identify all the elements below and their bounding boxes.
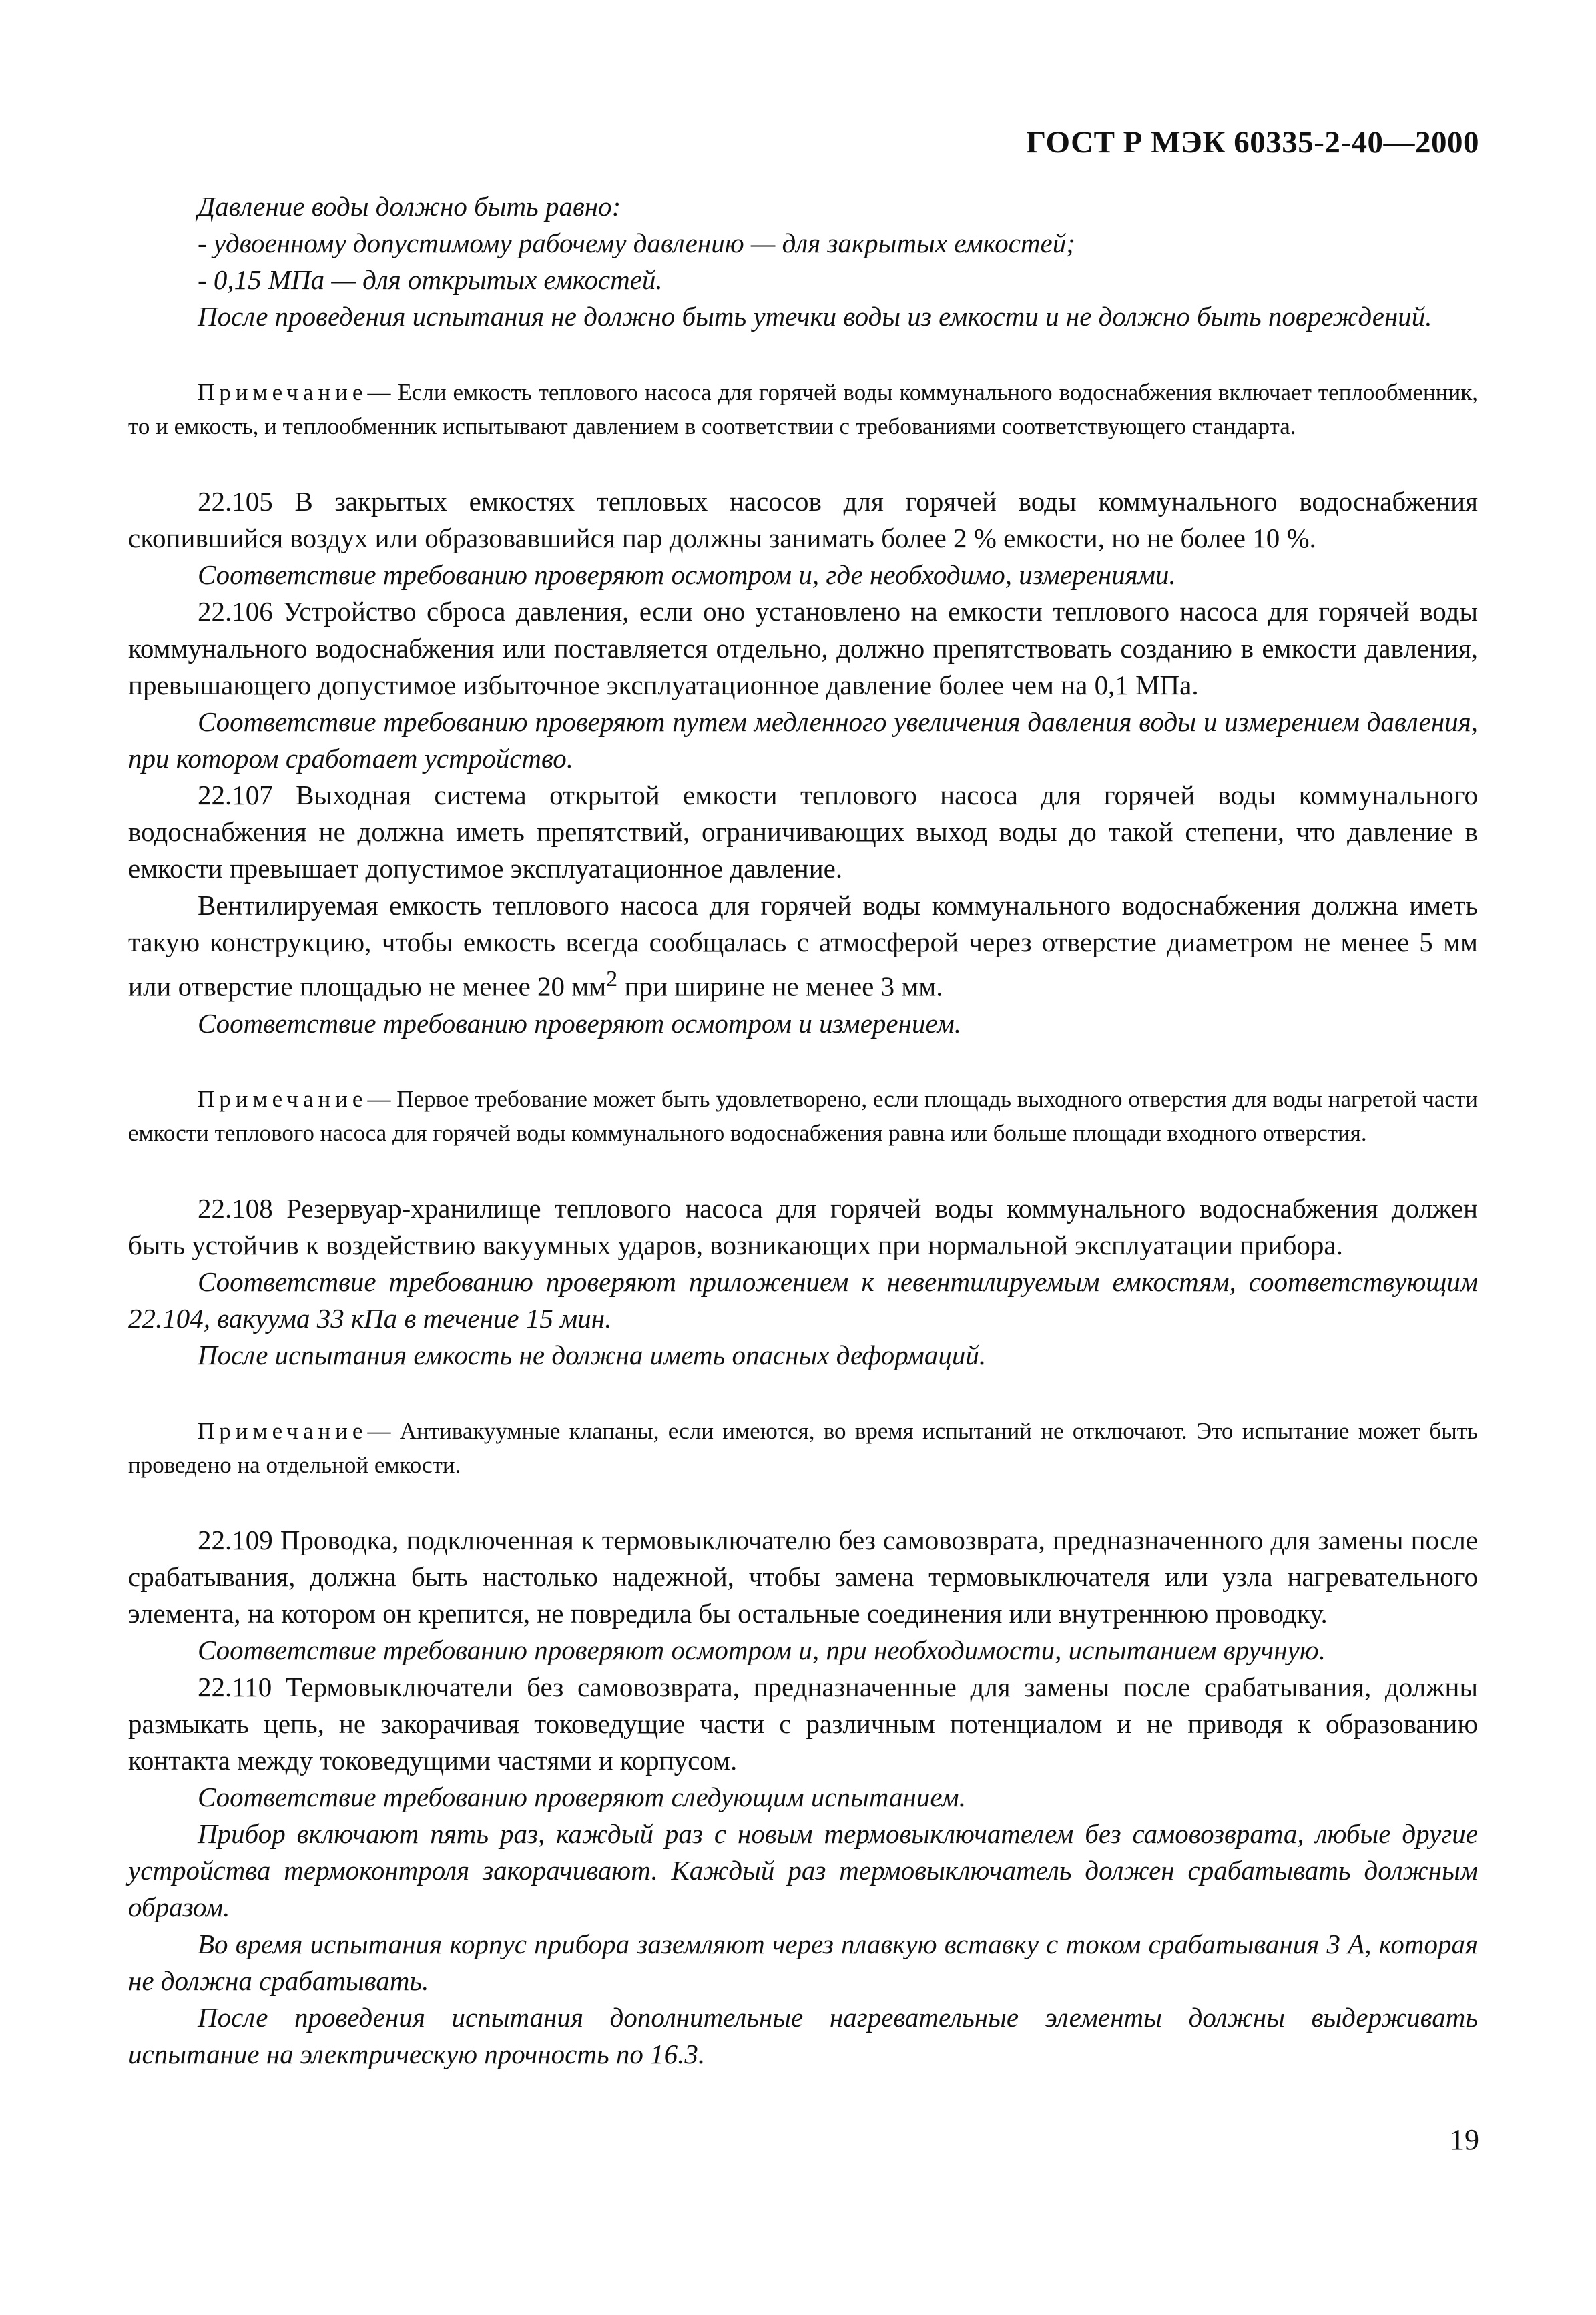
paragraph-water-pressure-intro: Давление воды должно быть равно: (198, 191, 621, 222)
paragraph-vented-tank (128, 887, 1478, 1005)
clause-22-106: 22.106 Устройство сброса давления, если оно установлено на емкости теплового насоса для горячей воды коммунального водоснабжения или поставляется отдельно, должно препятствовать созданию в емкости давления, превышающего допустимое избыточное эксплуатационное давление более чем на 0,1 МПа. (128, 596, 1478, 700)
compliance-22-106: Соответствие требованию проверяют путем медленного увеличения давления воды и измерением давления, при котором сработает устройство. (128, 706, 1478, 774)
note-text: — Если емкость теплового насоса для горячей воды коммунального водоснабжения включает теплообменник, то и емкость, и теплообменник испытывают давлением в соответствии с требованиями соответствующего стандарта. (128, 379, 1478, 439)
paragraph-five-switch-test: Прибор включают пять раз, каждый раз с новым термовыключателем без самовозврата, любые другие устройства термоконтроля закорачивают. Каждый раз термовыключатель должен срабатывать должным образом. (128, 1818, 1478, 1922)
vented-tank-text-end: при ширине не менее 3 мм. (617, 971, 943, 1002)
list-item-open-tanks: - 0,15 МПа — для открытых емкостей. (198, 264, 663, 295)
superscript-square: 2 (606, 967, 618, 991)
note-text: — Антивакуумные клапаны, если имеются, во время испытаний не отключают. Это испытание может быть проведено на отдельной емкости. (128, 1417, 1478, 1478)
paragraph-earthing-fuse: Во время испытания корпус прибора заземляют через плавкую вставку с током срабатывания 3 А, которая не должна срабатывать. (128, 1928, 1478, 1996)
page-number: 19 (1450, 2123, 1479, 2156)
paragraph-no-leak: После проведения испытания не должно быть утечки воды из емкости и не должно быть повреждений. (198, 301, 1432, 332)
vented-tank-text: Вентилируемая емкость теплового насоса для горячей воды коммунального водоснабжения должна иметь такую конструкцию, чтобы емкость всегда сообщалась с атмосферой через отверстие диаметром не менее 5 мм или отверстие площадью не менее 20 мм (128, 890, 1478, 1002)
note-outlet-area (128, 1082, 1478, 1150)
clause-22-109: 22.109 Проводка, подключенная к термовыключателю без самовозврата, предназначенного для замены после срабатывания, должна быть настолько надежной, чтобы замена термовыключателя или узла нагревательного элемента, на котором он крепится, не повредила бы остальные соединения или внутреннюю проводку. (128, 1524, 1478, 1629)
note-label: Примечание (198, 1085, 368, 1112)
compliance-22-105: Соответствие требованию проверяют осмотром и, где необходимо, измерениями. (198, 559, 1176, 590)
clause-22-108: 22.108 Резервуар-хранилище теплового насоса для горячей воды коммунального водоснабжения должен быть устойчив к воздействию вакуумных ударов, возникающих при нормальной эксплуатации прибора. (128, 1192, 1478, 1260)
compliance-22-109: Соответствие требованию проверяют осмотром и, при необходимости, испытанием вручную. (198, 1634, 1326, 1665)
note-label: Примечание (198, 379, 368, 405)
page-body (128, 188, 1478, 2073)
compliance-22-110: Соответствие требованию проверяют следующим испытанием. (198, 1781, 966, 1812)
clause-22-110: 22.110 Термовыключатели без самовозврата, предназначенные для замены после срабатывания, должны размыкать цепь, не закорачивая токоведущие части с различным потенциалом и не приводя к образованию контакта между токоведущими частями и корпусом. (128, 1671, 1478, 1776)
paragraph-no-deformation: После испытания емкость не должна иметь опасных деформаций. (198, 1339, 987, 1370)
note-anti-vacuum-valves (128, 1414, 1478, 1482)
document-code-header: ГОСТ Р МЭК 60335-2-40—2000 (1026, 125, 1479, 160)
clause-22-107: 22.107 Выходная система открытой емкости теплового насоса для горячей воды коммунального водоснабжения не должна иметь препятствий, ограничивающих выход воды до такой степени, что давление в емкости превышает допустимое эксплуатационное давление. (128, 780, 1478, 884)
clause-22-105: 22.105 В закрытых емкостях тепловых насосов для горячей воды коммунального водоснабжения скопившийся воздух или образовавшийся пар должны занимать более 2 % емкости, но не более 10 %. (128, 486, 1478, 553)
note-text: — Первое требование может быть удовлетворено, если площадь выходного отверстия для воды нагретой части емкости теплового насоса для горячей воды коммунального водоснабжения равна или больше площади входного отверстия. (128, 1085, 1478, 1146)
note-label: Примечание (198, 1417, 368, 1444)
compliance-22-107: Соответствие требованию проверяют осмотром и измерением. (198, 1007, 962, 1039)
paragraph-dielectric-strength: После проведения испытания дополнительные нагревательные элементы должны выдерживать испытание на электрическую прочность по 16.3. (128, 2001, 1478, 2069)
note-heat-exchanger (128, 375, 1478, 443)
list-item-closed-tanks: - удвоенному допустимому рабочему давлению — для закрытых емкостей; (198, 228, 1075, 258)
compliance-22-108: Соответствие требованию проверяют приложением к невентилируемым емкостям, соответствующим 22.104, вакуума 33 кПа в течение 15 мин. (128, 1266, 1478, 1334)
